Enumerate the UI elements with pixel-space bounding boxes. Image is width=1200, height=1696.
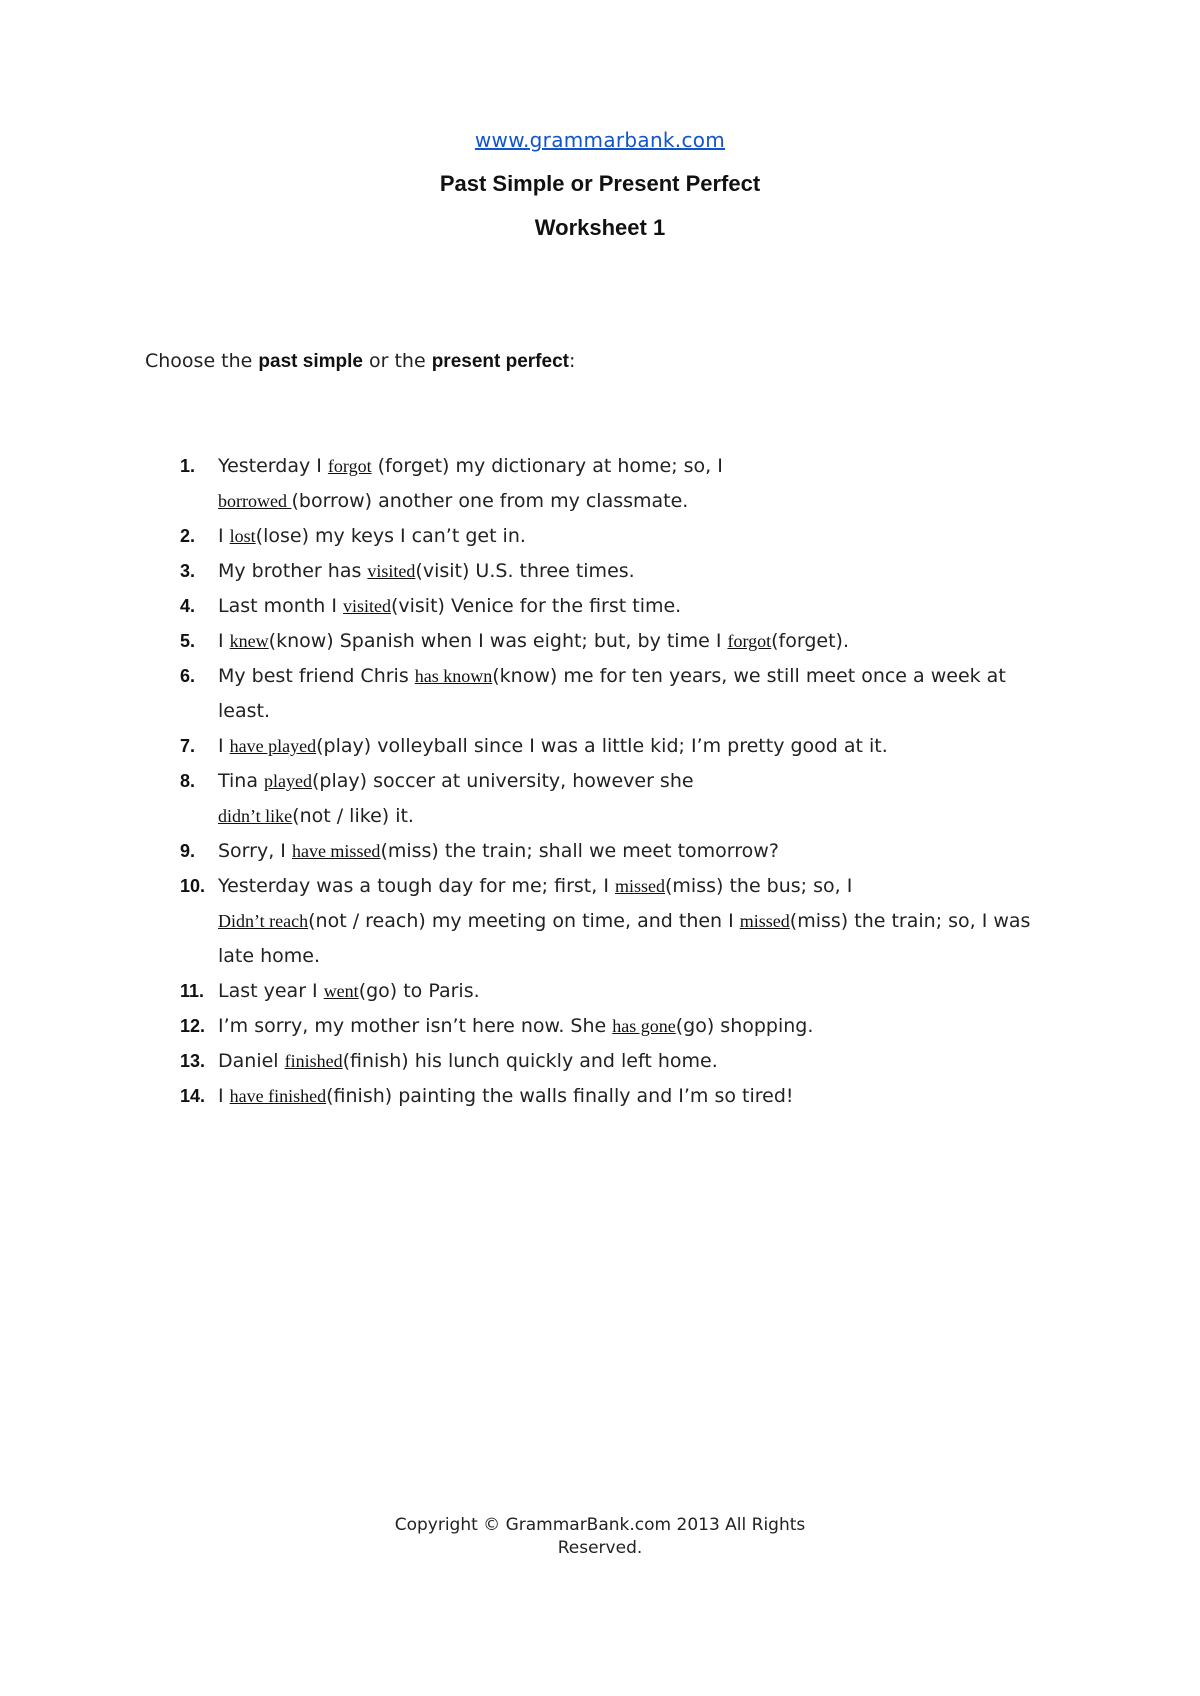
exercise-text: Last year I — [218, 980, 324, 1002]
exercise-number: 8. — [180, 771, 196, 791]
answer-blank: lost — [229, 526, 256, 546]
worksheet-title: Past Simple or Present Perfect — [439, 171, 761, 196]
exercise-number: 12. — [180, 1016, 206, 1036]
exercise-text: Last month I — [218, 595, 343, 617]
exercise-item — [0, 659, 1200, 729]
exercise-item — [0, 1079, 1200, 1114]
exercise-number: 9. — [180, 841, 196, 861]
instructions-bold-present-perfect: present perfect — [431, 351, 569, 372]
exercise-text: (finish) painting the walls finally and I’m so tired! — [326, 1085, 794, 1107]
exercise-item — [0, 1044, 1200, 1079]
exercise-text: (know) Spanish when I was eight; but, by time I — [268, 630, 728, 652]
exercise-text: (miss) the train; so, I was late home. — [218, 910, 1031, 967]
exercise-text: (miss) the bus; so, I — [665, 875, 853, 897]
answer-blank: finished — [284, 1051, 343, 1071]
answer-blank: didn’t like — [218, 806, 293, 826]
exercise-number: 6. — [180, 666, 196, 686]
exercise-text: I’m sorry, my mother isn’t here now. She — [218, 1015, 613, 1037]
instructions-bold-past-simple: past simple — [258, 351, 363, 372]
exercise-text: (finish) his lunch quickly and left home. — [342, 1050, 718, 1072]
exercise-number: 13. — [180, 1051, 206, 1071]
exercise-item — [0, 554, 1200, 589]
answer-blank: visited — [367, 561, 416, 581]
answer-blank: forgot — [727, 631, 772, 651]
exercise-text: (borrow) another one from my classmate. — [291, 490, 689, 512]
exercise-text: I — [218, 630, 230, 652]
website-link[interactable]: www.grammarbank.com — [474, 128, 726, 152]
answer-blank: forgot — [327, 456, 372, 476]
exercise-text: (visit) Venice for the first time. — [390, 595, 682, 617]
instructions-prefix: Choose the — [145, 350, 259, 372]
exercise-number: 10. — [180, 876, 206, 896]
answer-blank: have played — [229, 736, 317, 756]
answer-blank: have finished — [229, 1086, 327, 1106]
exercise-text: (visit) U.S. three times. — [415, 560, 635, 582]
exercise-number: 3. — [180, 561, 196, 581]
exercise-text: I — [218, 525, 230, 547]
exercise-text: I — [218, 735, 230, 757]
instructions — [145, 350, 575, 373]
exercise-text: My best friend Chris — [218, 665, 415, 687]
exercise-number: 2. — [180, 526, 196, 546]
exercise-number: 4. — [180, 596, 196, 616]
answer-blank: went — [323, 981, 359, 1001]
answer-blank: missed — [739, 911, 790, 931]
exercise-list — [0, 449, 1200, 1114]
exercise-number: 1. — [180, 456, 196, 476]
answer-blank: have missed — [291, 841, 381, 861]
copyright-line-1: Copyright © GrammarBank.com 2013 All Rights — [394, 1515, 806, 1535]
exercise-text: Yesterday was a tough day for me; first, I — [218, 875, 615, 897]
answer-blank: borrowed — [218, 491, 292, 511]
exercise-text: (not / reach) my meeting on time, and then I — [308, 910, 740, 932]
exercise-text: (not / like) it. — [292, 805, 414, 827]
exercise-text: (play) volleyball since I was a little kid; I’m pretty good at it. — [316, 735, 888, 757]
exercise-item — [0, 624, 1200, 659]
exercise-text: (play) soccer at university, however she — [312, 770, 694, 792]
exercise-text: (know) me for ten years, we still meet once a week at least. — [218, 665, 1006, 722]
answer-blank: visited — [342, 596, 391, 616]
worksheet-subtitle: Worksheet 1 — [534, 215, 666, 240]
answer-blank: missed — [614, 876, 665, 896]
answer-blank: Didn’t reach — [218, 911, 309, 931]
copyright-footer — [0, 1514, 1200, 1560]
exercise-text: Tina — [218, 770, 265, 792]
exercise-text: (miss) the train; shall we meet tomorrow? — [380, 840, 779, 862]
exercise-number: 11. — [180, 981, 205, 1001]
instructions-middle: or the — [362, 350, 432, 372]
exercise-text: (go) shopping. — [675, 1015, 814, 1037]
exercise-text: (forget). — [771, 630, 849, 652]
answer-blank: has gone — [612, 1016, 676, 1036]
exercise-item — [0, 449, 1200, 519]
answer-blank: knew — [229, 631, 269, 651]
exercise-text: Daniel — [218, 1050, 285, 1072]
exercise-number: 14. — [180, 1086, 206, 1106]
exercise-text: (lose) my keys I can’t get in. — [255, 525, 526, 547]
exercise-item — [0, 974, 1200, 1009]
exercise-item — [0, 834, 1200, 869]
instructions-suffix: : — [568, 350, 576, 372]
exercise-text: Sorry, I — [218, 840, 292, 862]
exercise-item — [0, 589, 1200, 624]
answer-blank: has known — [414, 666, 493, 686]
exercise-item — [0, 1009, 1200, 1044]
exercise-item — [0, 729, 1200, 764]
exercise-number: 5. — [180, 631, 196, 651]
exercise-item — [0, 869, 1200, 974]
exercise-text: (forget) my dictionary at home; so, I — [371, 455, 723, 477]
exercise-text: My brother has — [218, 560, 368, 582]
exercise-text: (go) to Paris. — [358, 980, 480, 1002]
exercise-number: 7. — [180, 736, 196, 756]
exercise-text: I — [218, 1085, 230, 1107]
copyright-line-2: Reserved. — [557, 1538, 643, 1558]
exercise-item — [0, 764, 1200, 834]
answer-blank: played — [264, 771, 313, 791]
exercise-text: Yesterday I — [218, 455, 328, 477]
exercise-item — [0, 519, 1200, 554]
